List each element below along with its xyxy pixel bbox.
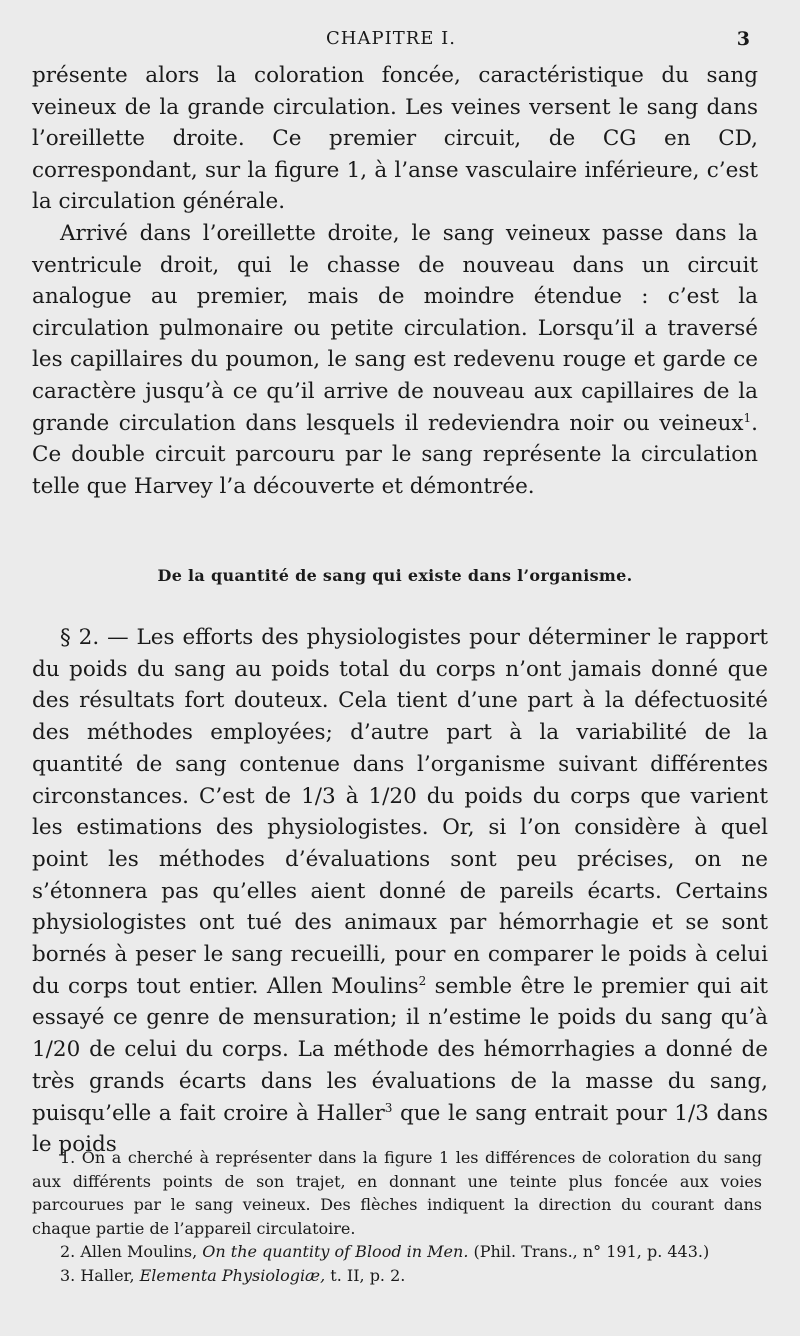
section-text-a: § 2. — Les efforts des physiologistes pour déterminer le rapport du poids du sang au poids total du corps n’ont jamais donné que des résultats fort douteux. Cela tient d’une part à la défectuosité des méthodes employées; d’autre part à la variabilité de la quantité de sang contenue dans l’organisme suivant différentes circonstances. C’est de 1/3 à 1/20 du poids du corps que varient les estimations des physiologistes. Or, si l’on considère à quel point les méthodes d’évaluations sont peu précises, on ne s’étonnera pas qu’elles aient donné de pareils écarts. Certains physiologistes ont tué des animaux par hémorrhagie et se sont bornés à peser le sang recueilli, pour en comparer le poids à celui du corps tout entier. Allen Moulins [32, 625, 768, 999]
section-text [32, 622, 768, 1161]
section-text-c: que le sang entrait pour 1/3 dans le poids [32, 1100, 768, 1158]
footnote-ref-1: 1 [743, 410, 752, 425]
paragraph-1: présente alors la coloration foncée, caractéristique du sang veineux de la grande circulation. Les veines versent le sang dans l’oreillette droite. Ce premier circuit, de CG en CD, correspondant, sur la figure 1, à l’anse vasculaire inférieure, c’est la circulation générale. [32, 63, 758, 215]
paragraph-2-text-a: Arrivé dans l’oreillette droite, le sang veineux passe dans la ventricule droit, qui le chasse de nouveau dans un circuit analogue au premier, mais de moindre étendue : c’est la circulation pulmonaire ou petite circulation. Lorsqu’il a traversé les capillaires du poumon, le sang est redevenu rouge et garde ce caractère jusqu’à ce qu’il arrive de nouveau aux capillaires de la grande circulation dans lesquels il redeviendra noir ou veineux [32, 220, 758, 436]
footnote-2-author: 2. Allen Moulins, [60, 1242, 203, 1262]
paragraph-2-text-b: . Ce double circuit parcouru par le sang représente la circulation telle que Harvey l’a découverte et démontrée. [32, 410, 758, 499]
section-paragraph-1 [32, 622, 768, 1161]
footnote-1: 1. On a cherché à représenter dans la figure 1 les différences de coloration du sang aux différents points de son trajet, en donnant une teinte plus foncée aux voies parcourues par le sang veineux. Des flèches indiquent la direction du courant dans chaque partie de l’appareil circulatoire. [32, 1148, 762, 1238]
body-text [32, 60, 758, 502]
footnote-3 [32, 1264, 762, 1288]
footnote-2 [32, 1240, 762, 1264]
page-number: 3 [736, 28, 750, 50]
footnote-3-title: Elementa Physiologiæ, [139, 1265, 326, 1285]
footnote-2-source: (Phil. Trans., n° 191, p. 443.) [468, 1242, 710, 1262]
footnote-2-title: On the quantity of Blood in Men. [202, 1242, 469, 1262]
footnote-3-source: t. II, p. 2. [325, 1265, 406, 1285]
footnote-ref-3: 3 [384, 1100, 393, 1115]
footnotes [32, 1146, 762, 1288]
footnote-3-author: 3. Haller, [60, 1265, 140, 1285]
paragraph-2 [32, 218, 758, 502]
section-title: De la quantité de sang qui existe dans l’organisme. [157, 566, 633, 585]
section-text-b: semble être le premier qui ait essayé ce genre de mensuration; il n’estime le poids du sang qu’à 1/20 de celui du corps. La méthode des hémorrhagies a donné de très grands écarts dans les évaluations de la masse du sang, puisqu’elle a fait croire à Haller [32, 973, 768, 1126]
running-head: CHAPITRE I. [326, 28, 456, 49]
footnote-ref-2: 2 [418, 973, 427, 988]
page-header [32, 28, 750, 58]
